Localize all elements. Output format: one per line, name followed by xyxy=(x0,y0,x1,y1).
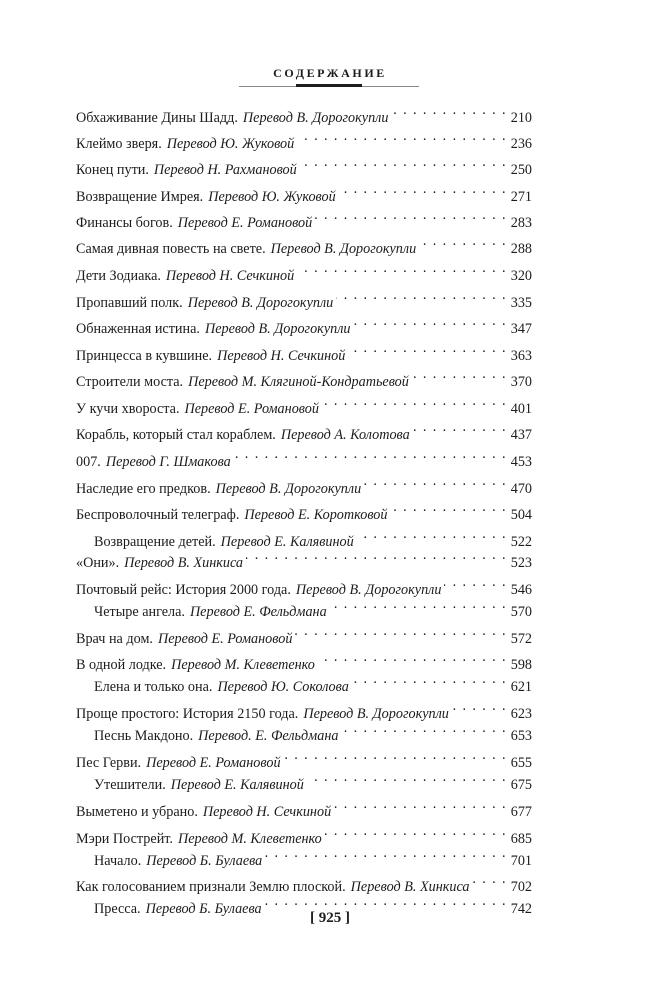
leader-dots xyxy=(330,592,507,616)
toc-entry-translator: Перевод В. Дорогокупли xyxy=(303,706,449,722)
toc-entry-title: «Они». xyxy=(76,555,120,571)
leader-dots xyxy=(419,229,507,253)
toc-entry xyxy=(94,667,532,695)
toc-entry-title: Пес Герви. xyxy=(76,755,142,771)
toc-entry-page: 742 xyxy=(510,901,532,917)
toc-entry-title: В одной лодке. xyxy=(76,657,167,673)
toc-entry-page: 271 xyxy=(510,189,532,205)
toc-entry-page: 702 xyxy=(510,879,532,895)
toc-entry-page: 623 xyxy=(510,706,532,722)
toc-entry xyxy=(94,592,532,620)
leader-dots xyxy=(390,495,507,519)
toc-entry-title: Конец пути. xyxy=(76,162,149,178)
toc-entry-title: Обхаживание Дины Шадд. xyxy=(76,110,238,126)
toc-entry-page: 653 xyxy=(510,728,532,744)
toc-entry-translator: Перевод Е. Романовой xyxy=(184,401,319,417)
toc-entry-page: 250 xyxy=(510,162,532,178)
toc-entry xyxy=(76,867,532,895)
toc-entry xyxy=(76,256,532,284)
toc-entry-page: 685 xyxy=(510,831,532,847)
toc-entry-translator: Перевод. Е. Фельдмана xyxy=(198,728,339,744)
toc-entry-translator: Перевод Е. Романовой xyxy=(146,755,281,771)
toc-entry xyxy=(76,98,532,126)
toc-entry-translator: Перевод Г. Шмакова xyxy=(105,454,231,470)
toc-entry-page: 504 xyxy=(510,507,532,523)
toc-entry-page: 236 xyxy=(510,136,532,152)
toc-entry xyxy=(76,743,532,771)
toc-entry-translator: Перевод Е. Коротковой xyxy=(244,507,388,523)
leader-dots xyxy=(452,694,507,718)
toc-entry-translator: Перевод В. Дорогокупли xyxy=(204,321,351,337)
toc-entry xyxy=(76,645,532,673)
toc-entry xyxy=(76,442,532,470)
toc-entry-title: 007. xyxy=(76,454,101,470)
toc-entry xyxy=(76,203,532,231)
toc-entry-page: 701 xyxy=(510,853,532,869)
toc-entry-title: У кучи хвороста. xyxy=(76,401,180,417)
toc-entry-title: Почтовый рейс: История 2000 года. xyxy=(76,582,291,598)
page-number: [ 925 ] xyxy=(310,910,350,926)
toc-entry xyxy=(76,362,532,390)
toc-entry xyxy=(76,150,532,178)
toc-entry-translator: Перевод Б. Булаева xyxy=(145,901,262,917)
toc-entry-translator: Перевод В. Дорогокупли xyxy=(242,110,389,126)
toc-entry xyxy=(76,543,532,571)
toc-entry-page: 320 xyxy=(510,268,532,284)
toc-entry-title: Врач на дом. xyxy=(76,631,153,647)
leader-dots xyxy=(307,765,507,789)
toc-entry-translator: Перевод М. Клеветенко xyxy=(177,831,322,847)
toc-entry-page: 621 xyxy=(510,679,532,695)
toc-entry-title: Возвращение Имрея. xyxy=(76,189,204,205)
header-rule-accent xyxy=(296,84,362,87)
toc-entry-title: Выметено и убрано. xyxy=(76,804,198,820)
toc-entry-page: 370 xyxy=(510,374,532,390)
toc-entry-title: Дети Зодиака. xyxy=(76,268,161,284)
toc-entry-page: 522 xyxy=(510,534,532,550)
toc-entry-translator: Перевод В. Хинкиса xyxy=(124,555,244,571)
toc-entry-title: Клеймо зверя. xyxy=(76,136,162,152)
toc-entry-translator: Перевод Е. Фельдмана xyxy=(189,604,327,620)
toc-entry-translator: Перевод А. Колотова xyxy=(280,427,410,443)
toc-entry-translator: Перевод Ю. Соколова xyxy=(217,679,349,695)
toc-entry-translator: Перевод Е. Калявиной xyxy=(170,777,304,793)
toc-entry xyxy=(76,309,532,337)
toc-entry-translator: Перевод М. Клягиной-Кондратьевой xyxy=(188,374,409,390)
leader-dots xyxy=(297,256,507,280)
toc-entry-page: 401 xyxy=(510,401,532,417)
toc-entry-translator: Перевод Ю. Жуковой xyxy=(208,189,336,205)
toc-entry-translator: Перевод Б. Булаева xyxy=(146,853,263,869)
toc-entry-translator: Перевод Н. Сечкиной xyxy=(217,348,346,364)
toc-entry xyxy=(76,389,532,417)
toc-entry-translator: Перевод В. Дорогокупли xyxy=(215,481,362,497)
toc-entry-translator: Перевод Н. Рахмановой xyxy=(153,162,297,178)
toc-entry xyxy=(76,229,532,257)
running-header xyxy=(0,64,660,82)
toc-entry-translator: Перевод Е. Романовой xyxy=(177,215,313,231)
toc-entry-translator: Перевод В. Дорогокупли xyxy=(295,582,442,598)
toc-entry-title: Елена и только она. xyxy=(94,679,213,695)
toc-entry-translator: Перевод М. Клеветенко xyxy=(171,657,315,673)
leader-dots xyxy=(246,543,507,567)
toc-entry xyxy=(76,495,532,523)
toc-entry-page: 598 xyxy=(510,657,532,673)
toc-entry-page: 523 xyxy=(510,555,532,571)
leader-dots xyxy=(336,283,507,307)
leader-dots xyxy=(364,469,507,493)
toc-entry-page: 572 xyxy=(510,631,532,647)
toc-entry-title: Пресса. xyxy=(94,901,141,917)
leader-dots xyxy=(295,619,507,643)
toc-entry-page: 437 xyxy=(510,427,532,443)
toc-entry xyxy=(94,841,532,869)
toc-entry-title: Строители моста. xyxy=(76,374,184,390)
toc-entry xyxy=(76,415,532,443)
toc-entry-page: 210 xyxy=(510,110,532,126)
toc-entry-title: Мэри Пострейт. xyxy=(76,831,173,847)
leader-dots xyxy=(234,442,507,466)
toc-entry-title: Корабль, который стал кораблем. xyxy=(76,427,276,443)
toc-entry-title: Возвращение детей. xyxy=(94,534,216,550)
leader-dots xyxy=(354,309,508,333)
toc-entry-page: 677 xyxy=(510,804,532,820)
toc-entry-title: Беспроволочный телеграф. xyxy=(76,507,240,523)
toc-entry-title: Песнь Макдоно. xyxy=(94,728,194,744)
toc-entry-translator: Перевод Н. Сечкиной xyxy=(165,268,295,284)
toc-entry-translator: Перевод Е. Романовой xyxy=(157,631,293,647)
toc-entry xyxy=(94,716,532,744)
toc-entry xyxy=(76,570,532,598)
toc-entry-page: 453 xyxy=(510,454,532,470)
toc-entry-title: Четыре ангела. xyxy=(94,604,185,620)
toc-entry xyxy=(76,283,532,311)
leader-dots xyxy=(322,389,507,413)
leader-dots xyxy=(341,716,507,740)
toc-entry-page: 347 xyxy=(510,321,532,337)
toc-entry-page: 675 xyxy=(510,777,532,793)
toc-entry xyxy=(76,469,532,497)
toc-entry-translator: Перевод В. Дорогокупли xyxy=(270,241,417,257)
toc-entry-page: 335 xyxy=(510,295,532,311)
toc-entry-title: Проще простого: История 2150 года. xyxy=(76,706,299,722)
toc-entry-translator: Перевод В. Хинкиса xyxy=(350,879,470,895)
toc-entry-page: 363 xyxy=(510,348,532,364)
leader-dots xyxy=(352,667,507,691)
toc-entry-page: 570 xyxy=(510,604,532,620)
toc-entry-title: Пропавший полк. xyxy=(76,295,183,311)
toc-entry-page: 283 xyxy=(510,215,532,231)
leader-dots xyxy=(473,867,507,891)
toc-entry xyxy=(76,792,532,820)
toc-entry xyxy=(76,177,532,205)
leader-dots xyxy=(315,203,507,227)
toc-entry-page: 546 xyxy=(510,582,532,598)
toc-entry-title: Как голосованием признали Землю плоской. xyxy=(76,879,346,895)
toc-entry xyxy=(94,765,532,793)
leader-dots xyxy=(412,362,507,386)
leader-dots xyxy=(391,98,507,122)
leader-dots xyxy=(318,645,507,669)
toc-entry-translator: Перевод В. Дорогокупли xyxy=(187,295,334,311)
toc-entry-title: Самая дивная повесть на свете. xyxy=(76,241,266,257)
leader-dots xyxy=(297,124,507,148)
leader-dots xyxy=(348,336,507,360)
page-title: СОДЕРЖАНИЕ xyxy=(273,66,387,80)
toc-entry-translator: Перевод Ю. Жуковой xyxy=(166,136,295,152)
leader-dots xyxy=(265,841,507,865)
toc-entry xyxy=(76,124,532,152)
toc-entry-title: Утешители. xyxy=(94,777,166,793)
toc-entry-page: 655 xyxy=(510,755,532,771)
toc-entry-title: Наследие его предков. xyxy=(76,481,211,497)
toc-entry xyxy=(76,819,532,847)
leader-dots xyxy=(284,743,507,767)
toc-entry xyxy=(76,694,532,722)
toc-entry-title: Финансы богов. xyxy=(76,215,173,231)
toc-entry-page: 470 xyxy=(510,481,532,497)
toc-entry-page: 288 xyxy=(510,241,532,257)
leader-dots xyxy=(413,415,507,439)
leader-dots xyxy=(300,150,507,174)
leader-dots xyxy=(339,177,507,201)
toc-entry-translator: Перевод Н. Сечкиной xyxy=(202,804,332,820)
toc-entry xyxy=(76,336,532,364)
leader-dots xyxy=(325,819,507,843)
toc-entry xyxy=(76,619,532,647)
toc-entry-title: Обнаженная истина. xyxy=(76,321,200,337)
leader-dots xyxy=(334,792,507,816)
toc-entry-title: Начало. xyxy=(94,853,142,869)
leader-dots xyxy=(444,570,507,594)
toc-entry-title: Принцесса в кувшине. xyxy=(76,348,213,364)
toc-entry-translator: Перевод Е. Калявиной xyxy=(220,534,354,550)
